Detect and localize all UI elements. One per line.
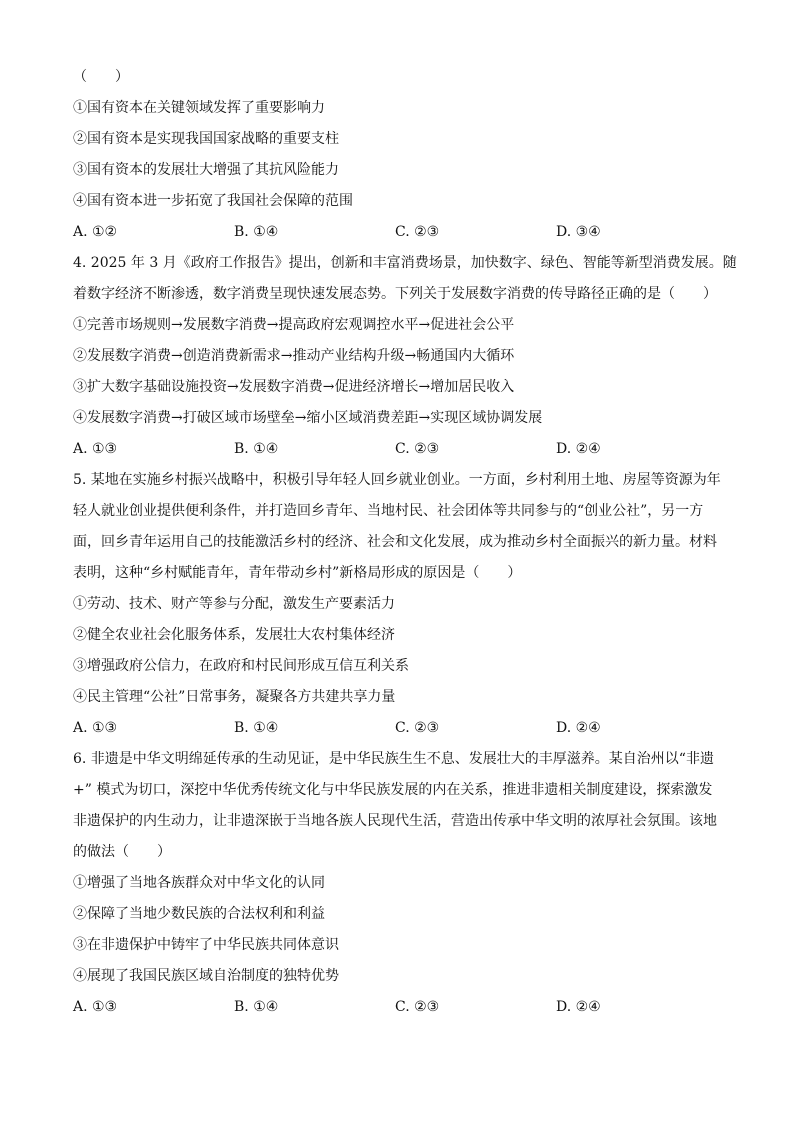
answer-options [73,992,723,1023]
question-paren: （ ） [73,69,129,85]
question-stem: 非遗保护的内生动力，让非遗深嵌于当地各族人民现代生活，营造出传承中华文明的浓厚社会氛围。该地 [73,813,717,829]
answer-options [73,713,723,744]
option-c[interactable]: C. ②③ [395,441,440,457]
statement-4: ④国有资本进一步拓宽了我国社会保障的范围 [73,193,353,209]
question-4 [73,248,737,465]
question-stem: 的做法（ ） [73,844,171,860]
statement-4: ④民主管理“公社”日常事务，凝聚各方共建共享力量 [73,689,396,705]
statement-1: ①劳动、技术、财产等参与分配，激发生产要素活力 [73,596,395,612]
question-6 [73,744,723,1023]
option-c[interactable]: C. ②③ [395,224,440,240]
question-stem: 面，回乡青年运用自己的技能激活乡村的经济、社会和文化发展，成为推动乡村全面振兴的新力量。材料 [73,534,717,550]
statement-3: ③国有资本的发展壮大增强了其抗风险能力 [73,162,339,178]
statement-2: ②保障了当地少数民族的合法权利和利益 [73,906,325,922]
option-b[interactable]: B. ①④ [234,441,279,457]
statement-2: ②健全农业社会化服务体系，发展壮大农村集体经济 [73,627,395,643]
option-a[interactable]: A. ①③ [73,441,118,457]
option-d[interactable]: D. ②④ [556,720,601,736]
answer-options [73,434,723,465]
statement-1: ①国有资本在关键领域发挥了重要影响力 [73,100,325,116]
question-stem: 表明，这种“乡村赋能青年，青年带动乡村”新格局形成的原因是（ ） [73,565,522,581]
statement-3: ③扩大数字基础设施投资→发展数字消费→促进经济增长→增加居民收入 [73,379,515,395]
statement-3: ③在非遗保护中铸牢了中华民族共同体意识 [73,937,339,953]
question-stem: 6. 非遗是中华文明绵延传承的生动见证，是中华民族生生不息、发展壮大的丰厚滋养。某自治州以“非遗 [73,751,714,767]
option-b[interactable]: B. ①④ [234,999,279,1015]
question-stem: +” 模式为切口，深挖中华优秀传统文化与中华民族发展的内在关系，推进非遗相关制度建设，探索激发 [73,782,713,798]
option-d[interactable]: D. ②④ [556,999,601,1015]
question-stem: 轻人就业创业提供便利条件，并打造回乡青年、当地村民、社会团体等共同参与的“创业公社”，另一方 [73,503,704,519]
exam-page [73,62,737,1023]
statement-2: ②国有资本是实现我国国家战略的重要支柱 [73,131,339,147]
question-stem: 4. 2025 年 3 月《政府工作报告》提出，创新和丰富消费场景，加快数字、绿色、智能等新型消费发展。随 [73,255,737,271]
option-b[interactable]: B. ①④ [234,720,279,736]
answer-options [73,217,723,248]
option-a[interactable]: A. ①③ [73,720,118,736]
statement-3: ③增强政府公信力，在政府和村民间形成互信互利关系 [73,658,409,674]
option-d[interactable]: D. ③④ [556,224,601,240]
statement-4: ④发展数字消费→打破区域市场壁垒→缩小区域消费差距→实现区域协调发展 [73,410,543,426]
statement-4: ④展现了我国民族区域自治制度的独特优势 [73,968,339,984]
option-c[interactable]: C. ②③ [395,720,440,736]
question-5 [73,465,723,744]
question-stem: 着数字经济不断渗透，数字消费呈现快速发展态势。下列关于发展数字消费的传导路径正确的是（ ） [73,286,717,302]
statement-1: ①完善市场规则→发展数字消费→提高政府宏观调控水平→促进社会公平 [73,317,515,333]
option-a[interactable]: A. ①③ [73,999,118,1015]
option-d[interactable]: D. ②④ [556,441,601,457]
question-3-tail [73,62,723,248]
option-b[interactable]: B. ①④ [234,224,279,240]
question-stem: 5. 某地在实施乡村振兴战略中，积极引导年轻人回乡就业创业。一方面，乡村利用土地、房屋等资源为年 [73,472,721,488]
option-a[interactable]: A. ①② [73,224,118,240]
option-c[interactable]: C. ②③ [395,999,440,1015]
statement-1: ①增强了当地各族群众对中华文化的认同 [73,875,325,891]
statement-2: ②发展数字消费→创造消费新需求→推动产业结构升级→畅通国内大循环 [73,348,515,364]
